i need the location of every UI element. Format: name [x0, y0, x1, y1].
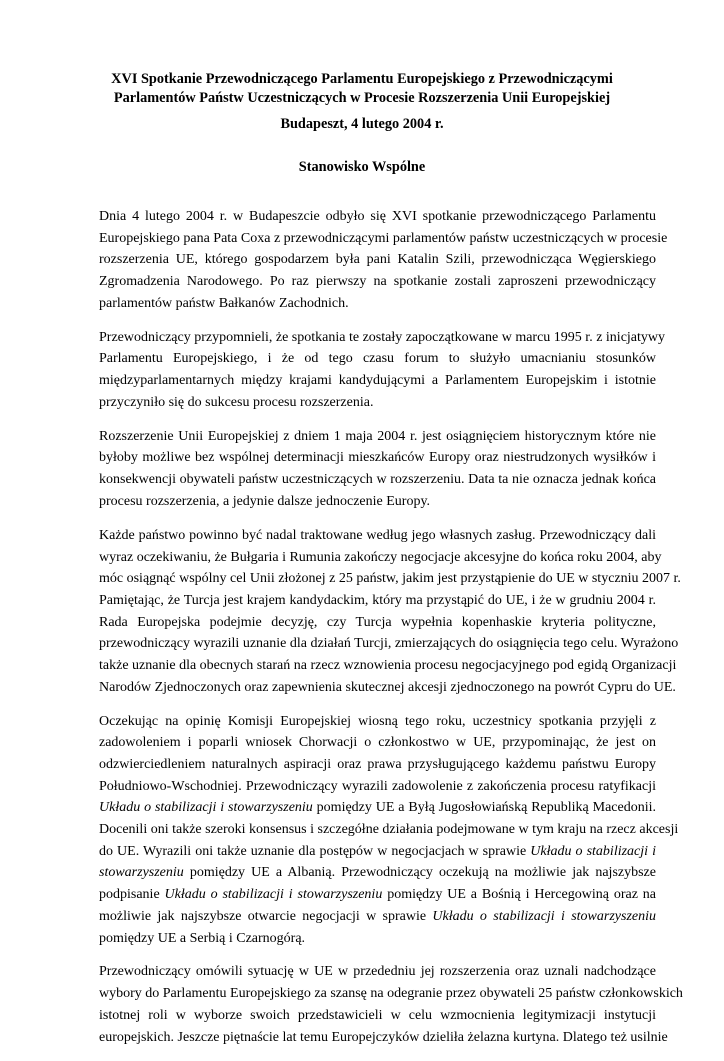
- paragraph: [99, 426, 656, 513]
- text-line: móc osiągnąć wspólny cel Unii złożonej z 25 państw, jakim jest przystąpienie do UE w styczniu 2007 r.: [99, 571, 681, 587]
- text-line: także uznanie dla obecnych starań na rzecz wznowienia procesu negocjacyjnego pod egidą Organizacji: [99, 657, 677, 673]
- text-line: Dnia 4 lutego 2004 r. w Budapeszcie odbyło się XVI spotkanie przewodniczącego Parlamentu: [99, 209, 656, 224]
- paragraph: [99, 206, 668, 314]
- text-line: Pamiętając, że Turcja jest krajem kandydackim, który ma przystąpić do UE, i że w grudniu 2004 r.: [99, 592, 656, 608]
- text-line: Układu o stabilizacji i stowarzyszeniu pomiędzy UE a Byłą Jugosłowiańską Republiką Macedonii.: [99, 800, 656, 816]
- text-line: do UE. Wyrazili oni także uznanie dla postępów w negocjacjach w sprawie Układu o stabilizacji i: [99, 843, 656, 859]
- text-line: istotnej roli w wyborze swoich przedstawicieli w celu wzmocnienia legitymizacji instytucji: [99, 1007, 656, 1023]
- paragraph: [99, 327, 666, 414]
- text-line: byłoby możliwe bez wspólnej determinacji mieszkańców Europy oraz niestrudzonych wysiłków i: [99, 450, 656, 466]
- text-line: podpisanie Układu o stabilizacji i stowarzyszeniu pomiędzy UE a Bośnią i Hercegowiną oraz na: [99, 887, 657, 903]
- paragraph: [99, 525, 681, 699]
- text-line: stowarzyszeniu pomiędzy UE a Albanią. Przewodniczący oczekują na możliwie jak najszybsze: [99, 865, 656, 881]
- text-line: Zgromadzenia Narodowego. Po raz pierwszy na spotkanie zostali zaproszeni przewodniczący: [99, 274, 656, 290]
- text-line: Rozszerzenie Unii Europejskiej z dniem 1 maja 2004 r. jest osiągnięciem historycznym które nie: [99, 428, 656, 444]
- text-line: konsekwencji obywateli państw uczestniczących w rozszerzeniu. Data ta nie oznacza jednak końca: [99, 472, 656, 488]
- title-line-1: XVI Spotkanie Przewodniczącego Parlamentu Europejskiego z Przewodniczącymi: [111, 71, 613, 87]
- paragraph: [99, 711, 679, 950]
- text-line: Przewodniczący przypomnieli, że spotkania te zostały zapoczątkowane w marcu 1995 r. z inicjatywy: [99, 329, 666, 345]
- text-line: europejskich. Jeszcze piętnaście lat temu Europejczyków dzieliła żelazna kurtyna. Dlatego też usilnie: [99, 1029, 668, 1045]
- text-line: Docenili oni także szeroki konsensus i szczegółne działania podejmowane w tym kraju na rzecz akcesji: [99, 822, 679, 838]
- section-heading: Stanowisko Wspólne: [298, 159, 426, 175]
- text-line: zadowoleniem i poparli wniosek Chorwacji o członkostwo w UE, przypominając, że jest on: [99, 735, 656, 751]
- paragraph: [99, 961, 683, 1048]
- text-line: rozszerzenia UE, którego gospodarzem była pani Katalin Szili, przewodnicząca Węgierskiego: [99, 252, 656, 268]
- text-line: wyraz oczekiwaniu, że Bułgaria i Rumunia zakończy negocjacje akcesyjne do końca roku 2004, aby: [99, 549, 662, 565]
- document-title: [60, 70, 664, 108]
- text-line: procesu rozszerzenia, a jedynie dalsze jednoczenie Europy.: [99, 493, 431, 509]
- text-line: Południowo-Wschodniej. Przewodniczący wyrazili zadowolenie z zakończenia procesu ratyfikacji: [99, 778, 656, 794]
- place-date: Budapeszt, 4 lutego 2004 r.: [280, 116, 444, 132]
- text-line: wybory do Parlamentu Europejskiego za szansę na odegranie przez obywateli 25 państw członkowskich: [99, 986, 683, 1002]
- document-body: [99, 206, 683, 1061]
- text-line: Oczekując na opinię Komisji Europejskiej wiosną tego roku, uczestnicy spotkania przyjęli z: [99, 713, 656, 729]
- text-line: przyczyniło się do sukcesu procesu rozszerzenia.: [99, 394, 374, 410]
- text-line: Parlamentu Europejskiego, i że od tego czasu forum to służyło umacnianiu stosunków: [99, 351, 656, 367]
- text-line: parlamentów państw Bałkanów Zachodnich.: [99, 295, 349, 311]
- text-line: Rada Europejska podejmie decyzję, czy Turcja wypełnia kopenhaskie kryteria polityczne,: [99, 614, 656, 630]
- text-line: przewodniczący wyrazili uznanie dla działań Turcji, zmierzających do osiągnięcia tego celu. Wyrażono: [99, 636, 679, 652]
- title-line-2: Parlamentów Państw Uczestniczących w Procesie Rozszerzenia Unii Europejskiej: [113, 90, 611, 106]
- text-line: odzwierciedleniem naturalnych aspiracji oraz prawa przysługującego każdemu państwu Europy: [99, 757, 656, 772]
- text-line: możliwie jak najszybsze otwarcie negocjacji w sprawie Układu o stabilizacji i stowarzyszeniu: [99, 908, 656, 924]
- text-line: Przewodniczący omówili sytuację w UE w przededniu jej rozszerzenia oraz uznali nadchodzące: [99, 964, 656, 980]
- text-line: Narodów Zjednoczonych oraz zapewnienia skutecznej akcesji zjednoczonego na powrót Cypru do UE.: [99, 679, 676, 695]
- text-line: Europejskiego pana Pata Coxa z przewodniczącymi parlamentów państw uczestniczących w procesie: [99, 230, 668, 246]
- text-line: Każde państwo powinno być nadal traktowane według jego własnych zasług. Przewodniczący dali: [99, 527, 656, 543]
- text-line: międzyparlamentarnych między krajami kandydującymi a Parlamentem Europejskim i istotnie: [99, 373, 656, 389]
- text-line: pomiędzy UE a Serbią i Czarnogórą.: [99, 930, 306, 946]
